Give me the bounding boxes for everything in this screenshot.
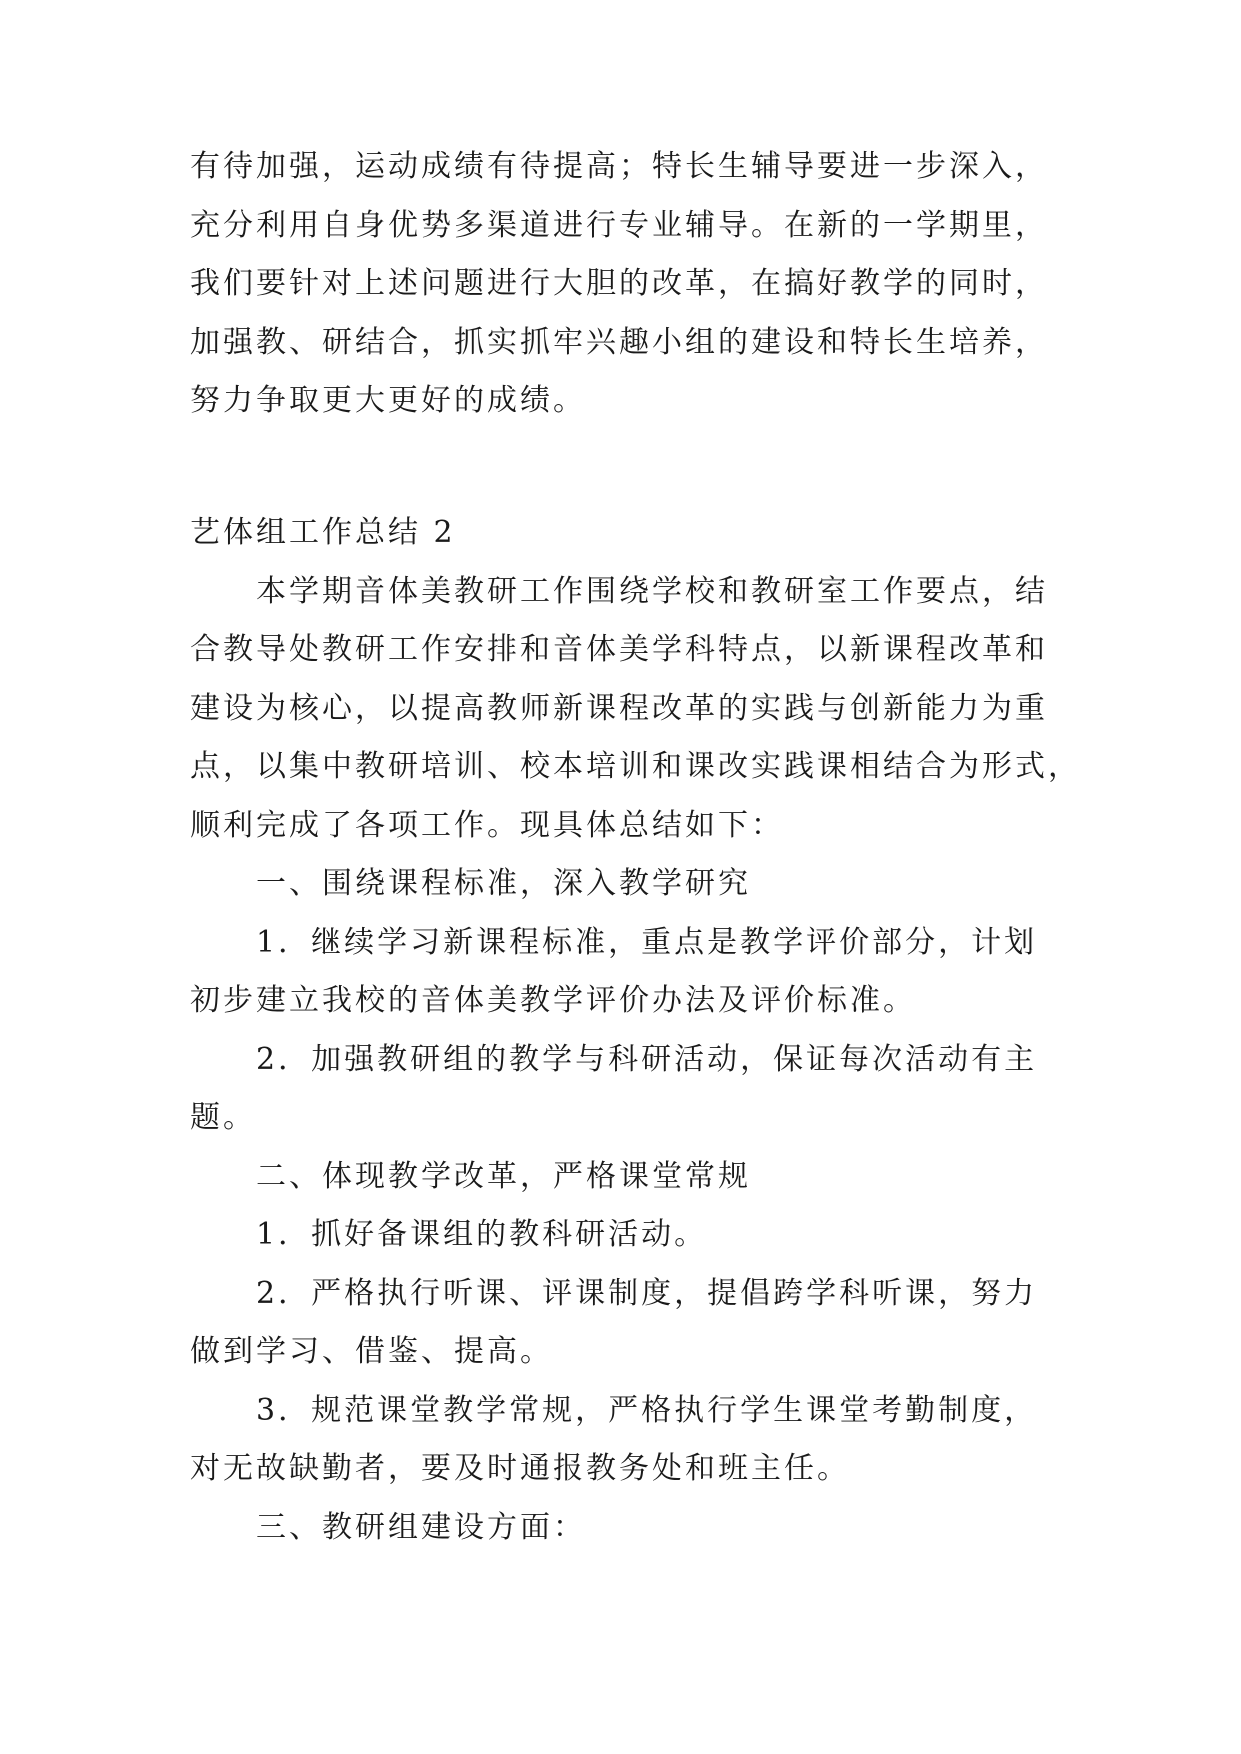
text-line: 对无故缺勤者，要及时通报教务处和班主任。 xyxy=(190,1451,850,1486)
text-line: 题。 xyxy=(190,1100,256,1135)
text-line: 1．继续学习新课程标准，重点是教学评价部分，计划 xyxy=(190,924,1038,960)
text-line: 3．规范课堂教学常规，严格执行学生课堂考勤制度， xyxy=(190,1392,1038,1428)
text-line: 合教导处教研工作安排和音体美学科特点，以新课程改革和 xyxy=(190,632,1048,667)
heading-three: 三、教研组建设方面： xyxy=(190,1509,586,1545)
section-body xyxy=(190,504,1081,1557)
text-line: 初步建立我校的音体美教学评价办法及评价标准。 xyxy=(190,983,916,1018)
heading-one: 一、围绕课程标准，深入教学研究 xyxy=(190,866,751,901)
text-line: 建设为核心，以提高教师新课程改革的实践与创新能力为重 xyxy=(190,690,1048,726)
text-line: 充分利用自身优势多渠道进行专业辅导。在新的一学期里， xyxy=(190,207,1048,243)
text-line: 1．抓好备课组的教科研活动。 xyxy=(190,1217,708,1252)
section-title: 艺体组工作总结 2 xyxy=(190,515,456,550)
text-line: 本学期音体美教研工作围绕学校和教研室工作要点，结 xyxy=(190,573,1048,609)
intro-paragraph xyxy=(190,138,1050,431)
text-line: 加强教、研结合，抓实抓牢兴趣小组的建设和特长生培养， xyxy=(190,324,1048,360)
text-line: 做到学习、借鉴、提高。 xyxy=(190,1334,553,1369)
text-line: 有待加强，运动成绩有待提高；特长生辅导要进一步深入， xyxy=(190,149,1048,184)
text-line: 我们要针对上述问题进行大胆的改革，在搞好教学的同时， xyxy=(190,266,1048,301)
text-line: 2．加强教研组的教学与科研活动，保证每次活动有主 xyxy=(190,1041,1038,1077)
text-line: 2．严格执行听课、评课制度，提倡跨学科听课，努力 xyxy=(190,1275,1038,1311)
heading-two: 二、体现教学改革，严格课堂常规 xyxy=(190,1158,751,1194)
text-line: 努力争取更大更好的成绩。 xyxy=(190,383,586,418)
text-line: 顺利完成了各项工作。现具体总结如下： xyxy=(190,807,784,843)
text-line: 点，以集中教研培训、校本培训和课改实践课相结合为形式， xyxy=(190,749,1081,784)
